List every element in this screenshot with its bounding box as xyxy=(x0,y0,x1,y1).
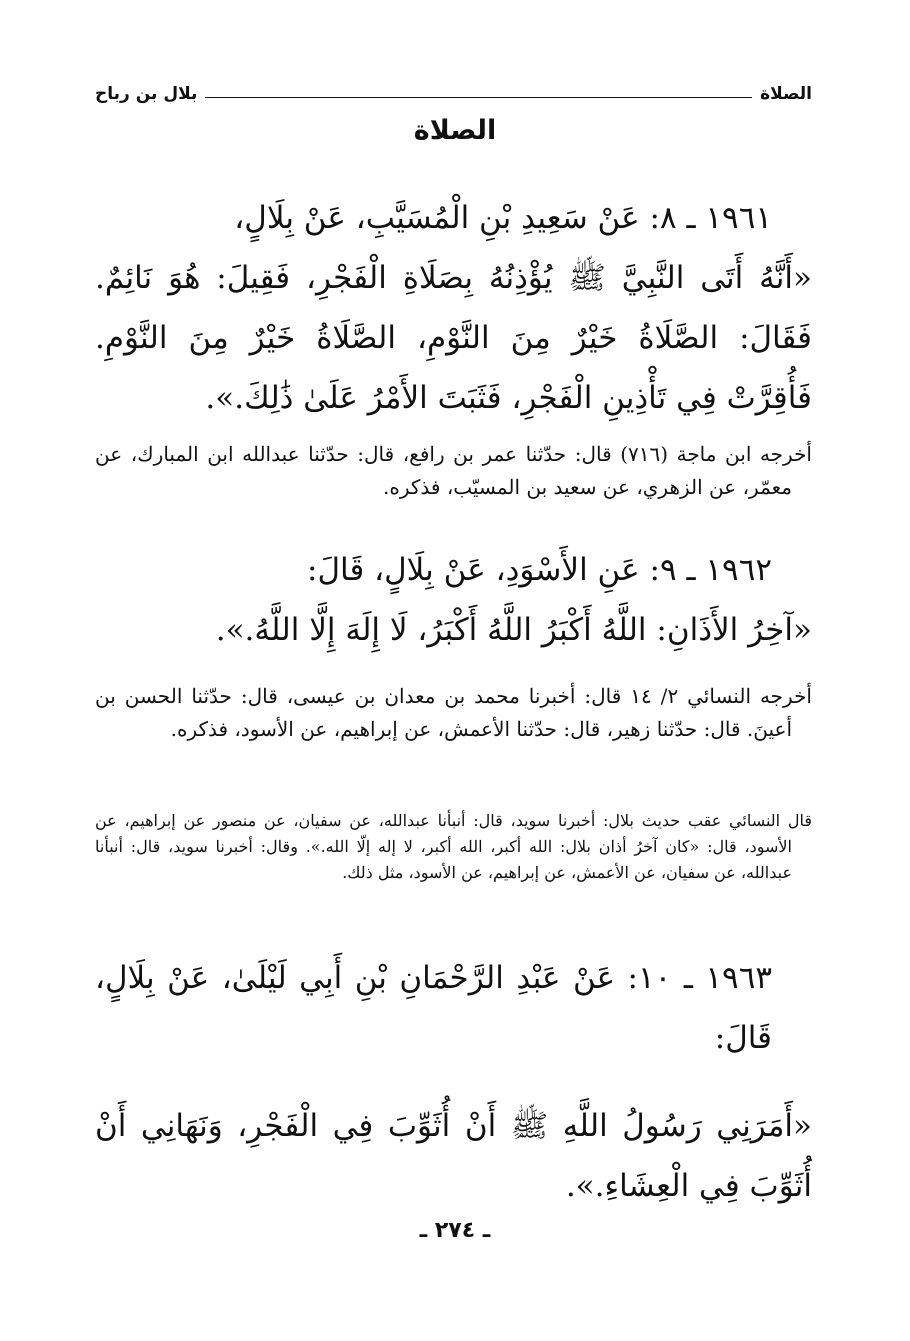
takhrij-text: أخرجه ابن ماجة (٧١٦) قال: حدّثنا عمر بن رافع، قال: حدّثنا عبدالله ابن المبارك، عن معمّر، عن الزهري، عن سعيد بن المسيّب، فذكره. xyxy=(95,442,812,499)
running-header xyxy=(95,80,812,108)
hadith-head: ١٩٦٣ ـ ١٠: عَنْ عَبْدِ الرَّحْمَانِ بْنِ أَبِي لَيْلَىٰ، عَنْ بِلَالٍ، قَالَ: xyxy=(95,960,772,1056)
hadith-1961 xyxy=(95,188,812,428)
takhrij-1962 xyxy=(95,680,812,746)
note-text: قال النسائي عقب حديث بلال: أخبرنا سويد، قال: أنبأنا عبدالله، عن سفيان، عن منصور عن إبراهيم، عن الأسود، قال: «كان آخرُ أذان بلال: الله أكبر، الله أكبر، لا إله إلّا الله.». وقال: أخبرنا سويد، قال: أنبأنا عبدالله، عن سفيان، عن الأعمش، عن إبراهيم، عن الأسود، مثل ذلك. xyxy=(95,811,812,882)
hadith-matn: «أَمَرَنِي رَسُولُ اللَّهِ ﷺ أَنْ أُثَوِّبَ فِي الْفَجْرِ، وَنَهَانِي أَنْ أُثَوِّبَ فِي الْعِشَاءِ.». xyxy=(95,1108,812,1204)
hadith-matn: «آخِرُ الأَذَانِ: اللَّهُ أَكْبَرُ اللَّهُ أَكْبَرُ، لَا إِلَهَ إِلَّا اللَّهُ.». xyxy=(215,612,812,648)
running-header-book: بلال بن رباح xyxy=(95,84,198,104)
page-number: ـ ٢٧٤ ـ xyxy=(419,1218,491,1243)
takhrij-text: أخرجه النسائي ٢/ ١٤ قال: أخبرنا محمد بن معدان بن عيسى، قال: حدّثنا الحسن بن أعينَ. قال: حدّثنا زهير، قال: حدّثنا الأعمش، عن إبراهيم، عن الأسود، فذكره. xyxy=(95,684,812,741)
hadith-matn: «أَنَّهُ أَتَى النَّبِيَّ ﷺ يُؤْذِنُهُ بِصَلَاةِ الْفَجْرِ، فَقِيلَ: هُوَ نَائِمٌ. فَقَالَ: الصَّلَاةُ خَيْرٌ مِنَ النَّوْمِ، الصَّلَاةُ خَيْرٌ مِنَ النَّوْمِ. فَأُقِرَّتْ فِي تَأْذِينِ الْفَجْرِ، فَثَبَتَ الأَمْرُ عَلَىٰ ذَٰلِكَ.». xyxy=(95,260,812,416)
hadith-head: ١٩٦١ ـ ٨: عَنْ سَعِيدِ بْنِ الْمُسَيَّبِ، عَنْ بِلَالٍ، xyxy=(234,200,772,236)
note-1962 xyxy=(95,808,812,886)
header-rule xyxy=(205,97,752,98)
chapter-title: الصلاة xyxy=(413,115,497,146)
hadith-head: ١٩٦٢ ـ ٩: عَنِ الأَسْوَدِ، عَنْ بِلَالٍ، قَالَ: xyxy=(307,552,772,588)
running-header-section: الصلاة xyxy=(760,84,812,104)
hadith-1963 xyxy=(95,948,812,1216)
takhrij-1961 xyxy=(95,438,812,504)
hadith-1962 xyxy=(95,540,812,660)
